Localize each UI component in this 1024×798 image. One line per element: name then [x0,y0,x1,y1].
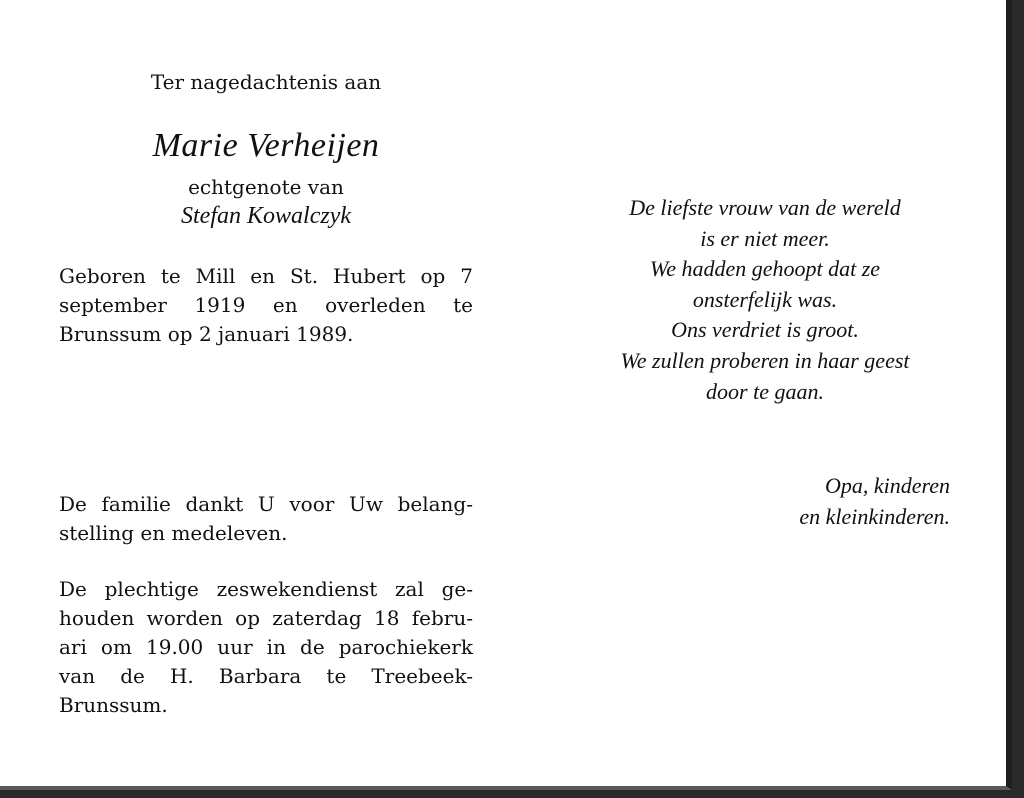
paragraph-line: Geboren te Mill en St. Hubert op 7 [59,264,473,288]
spouse-label: echtgenote van [188,175,344,199]
paragraph-line: van de H. Barbara te Treebeek- [59,664,473,688]
verse-line: door te gaan. [706,378,824,404]
deceased-name: Marie Verheijen [152,127,380,164]
verse-line: onsterfelijk was. [692,286,838,312]
verse [560,193,970,407]
birth-death-paragraph [59,262,473,349]
paragraph-line: ari om 19.00 uur in de parochiekerk [59,635,473,659]
signature [799,470,950,532]
paragraph-line: stelling en medeleven. [59,521,288,545]
service-paragraph [59,575,473,720]
verse-line: We hadden gehoopt dat ze [649,256,881,282]
paragraph-line: De plechtige zeswekendienst zal ge- [59,577,473,601]
spouse-name: Stefan Kowalczyk [181,203,351,229]
verse-line: We zullen proberen in haar geest [620,347,910,373]
thanks-paragraph [59,490,473,548]
verse-line: Ons verdriet is groot. [671,317,859,343]
signature-line: Opa, kinderen [824,473,950,498]
signature-line: en kleinkinderen. [799,504,950,529]
paragraph-line: De familie dankt U voor Uw belang- [59,492,473,516]
verse-line: is er niet meer. [700,225,830,251]
paragraph-line: houden worden op zaterdag 18 febru- [59,606,473,630]
paragraph-line: Brunssum op 2 januari 1989. [59,322,354,346]
paragraph-line: september 1919 en overleden te [59,293,473,317]
intro-text: Ter nagedachtenis aan [150,70,382,94]
verse-line: De liefste vrouw van de wereld [629,195,901,220]
paragraph-line: Brunssum. [59,693,168,717]
